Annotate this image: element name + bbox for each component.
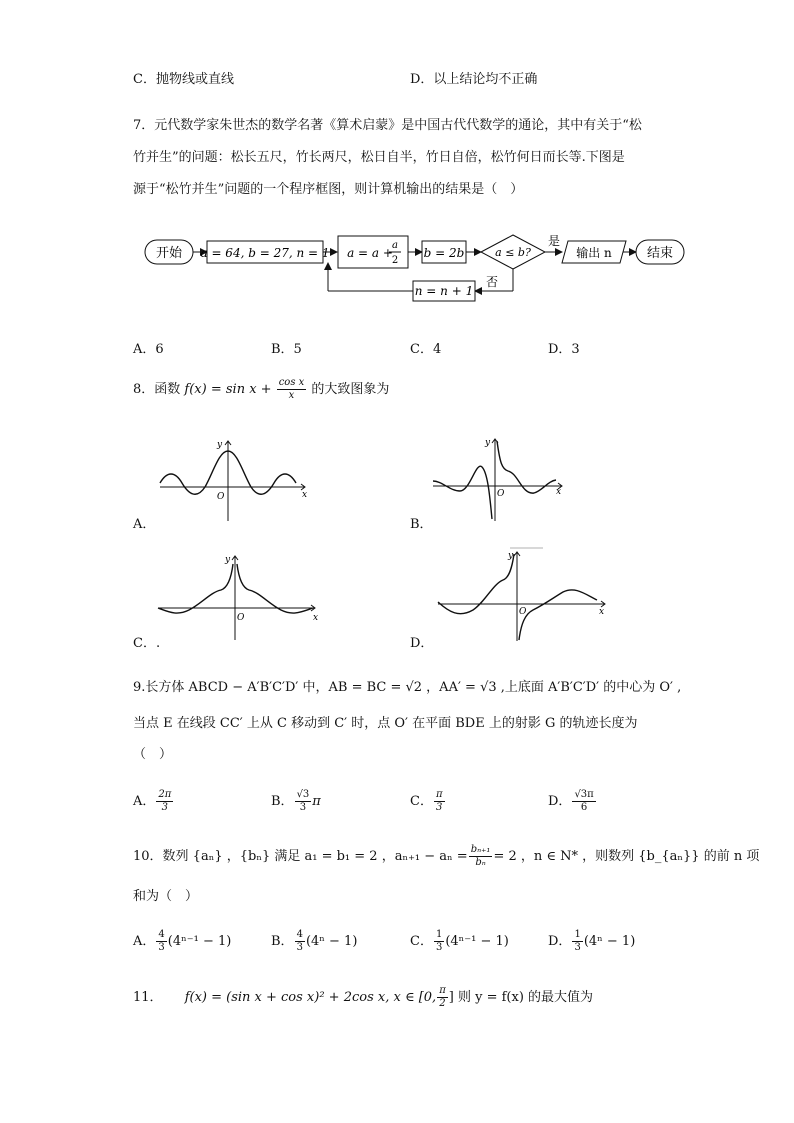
q8-stem — [133, 378, 389, 401]
flow-output-text: 输出 n — [576, 246, 612, 260]
flow-incr-text: n = n + 1 — [414, 284, 474, 298]
flow-end-text: 结束 — [646, 246, 674, 261]
q10-line-1: 10．数列 {aₙ} ，{bₙ} 满足 a₁ = b₁ = 2 ，aₙ₊₁ − aₙ = $\frac{\text{bₙ₊₁}}{\text{bₙ}}$ = 2 ，n ∈ N* ，则数列 {b_{aₙ}} 的前 n 项 — [133, 844, 760, 868]
q7-line-1: 7．元代数学家朱世杰的数学名著《算术启蒙》是中国古代代数学的通论，其中有关于“松 — [133, 118, 642, 133]
q10-line-2: 和为（ ） — [133, 889, 199, 904]
q8-func: f(x) = sin x + — [184, 382, 272, 397]
flow-decision-text: a ≤ b? — [495, 246, 531, 259]
svg-text:x: x — [599, 607, 605, 617]
q6-option-d: D．以上结论均不正确 — [410, 72, 538, 87]
svg-text:x: x — [302, 490, 308, 500]
q9-option-c: C． $\frac{\pi}{3}$ — [410, 789, 443, 813]
q8-suffix: 的大致图象为 — [311, 382, 390, 397]
q8-graph-a — [155, 435, 310, 525]
q11-stem: 11． f(x) = (sin x + cos x)² + 2cos x, x ∈ [0, $\frac{\pi}{2}$ ] 则 y = f(x) 的最大值为 — [133, 985, 594, 1009]
svg-text:x: x — [313, 613, 319, 623]
svg-text:O: O — [217, 492, 225, 502]
q6-option-c: C．抛物线或直线 — [133, 72, 234, 87]
svg-text:O: O — [519, 607, 527, 617]
q7-option-d: D．3 — [548, 342, 580, 357]
q10-option-d: D． $\frac{1}{3}$ (4ⁿ − 1) — [548, 929, 636, 953]
q10-option-b: B． $\frac{4}{3}$ (4ⁿ − 1) — [271, 929, 358, 953]
q8-graph-d — [435, 546, 615, 646]
q7-flowchart — [130, 228, 690, 306]
flow-start-text: 开始 — [155, 246, 183, 261]
q7-line-2: 竹并生”的问题：松长五尺，竹长两尺，松日自半，竹日自倍，松竹何日而长等.下图是 — [133, 150, 625, 165]
q8-prefix: 8．函数 — [133, 382, 181, 397]
svg-text:y: y — [217, 440, 223, 450]
q9-option-d: D． $\frac{√3\pi}{6}$ — [548, 789, 594, 813]
flow-init-text: a = 64, b = 27, n = 1 — [200, 246, 330, 260]
flow-assign-a-den: 2 — [391, 255, 399, 266]
q8-graph-c — [155, 550, 325, 645]
q8-label-a: A． — [133, 517, 156, 532]
q8-label-c: C．. — [133, 636, 161, 651]
q7-option-a: A．6 — [133, 342, 164, 357]
q9-line-3: （ ） — [133, 747, 173, 762]
q9-line-1: 9.长方体 ABCD − A′B′C′D′ 中，AB = BC = √2 ，AA′ = √3 ,上底面 A′B′C′D′ 的中心为 O′ , — [133, 680, 682, 695]
svg-text:x: x — [556, 487, 562, 497]
svg-text:y: y — [508, 551, 514, 561]
flow-assign-a-num: a — [392, 240, 398, 251]
q8-label-d: D． — [410, 636, 434, 651]
svg-text:y: y — [225, 555, 231, 565]
q7-line-3: 源于“松竹并生”问题的一个程序框图，则计算机输出的结果是（ ） — [133, 182, 524, 197]
svg-text:O: O — [237, 613, 245, 623]
flow-assign-b-text: b = 2b — [423, 246, 465, 260]
q9-option-a: A． $\frac{2\pi}{3}$ — [133, 789, 172, 813]
q10-option-a: A． $\frac{4}{3}$ (4ⁿ⁻¹ − 1) — [133, 929, 232, 953]
q8-fraction: $\frac{\text{cos x}}{x}$ — [278, 377, 305, 401]
svg-text:O: O — [497, 489, 505, 499]
svg-text:y: y — [485, 438, 491, 448]
q8-graph-b — [430, 433, 570, 523]
flow-yes-label: 是 — [548, 234, 561, 248]
q10-option-c: C． $\frac{1}{3}$ (4ⁿ⁻¹ − 1) — [410, 929, 509, 953]
flow-no-label: 否 — [486, 275, 499, 289]
q9-option-b: B． $\frac{√3}{3}$ π — [271, 789, 321, 813]
q9-line-2: 当点 E 在线段 CC′ 上从 C 移动到 C′ 时，点 O′ 在平面 BDE 上的射影 G 的轨迹长度为 — [133, 716, 638, 731]
q7-option-c: C．4 — [410, 342, 442, 357]
flow-assign-a-text: a = a + — [347, 246, 393, 260]
q7-option-b: B．5 — [271, 342, 302, 357]
q8-label-b: B． — [410, 517, 433, 532]
